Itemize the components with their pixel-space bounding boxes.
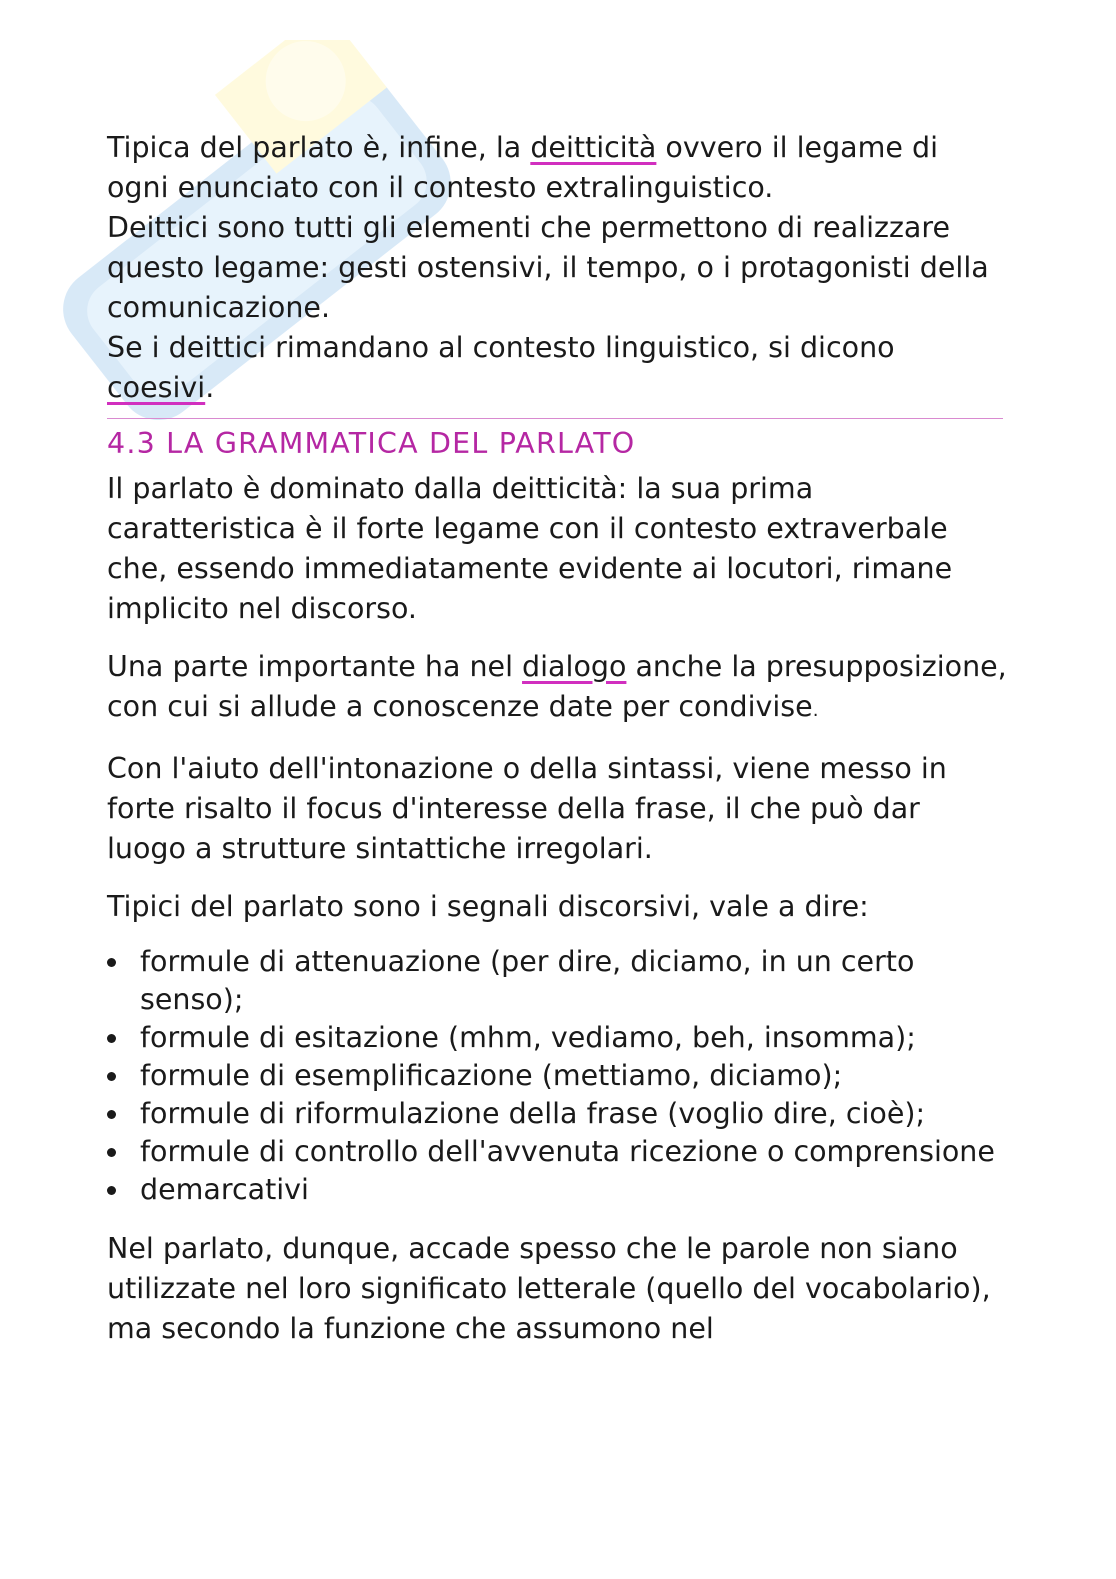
paragraph-dominato: Il parlato è dominato dalla deitticità: la sua prima caratteristica è il forte legame con il contesto extraverbale che, essendo immediatamente evidente ai locutori, rimane implicito nel discorso. bbox=[107, 472, 953, 625]
list-item: formule di riformulazione della frase (voglio dire, cioè); bbox=[107, 1095, 1007, 1133]
paragraph-deittici: Deittici sono tutti gli elementi che permettono di realizzare questo legame: gesti ostensivi, il tempo, o i protagonisti della comunicazione. bbox=[107, 211, 989, 324]
bullet-icon bbox=[107, 1148, 116, 1157]
paragraph-segnali: Tipici del parlato sono i segnali discorsivi, vale a dire: bbox=[107, 890, 869, 923]
bullet-icon bbox=[107, 958, 116, 967]
list-item: formule di esemplificazione (mettiamo, diciamo); bbox=[107, 1057, 1007, 1095]
section-divider bbox=[107, 418, 1003, 419]
paragraph-coesivi: Se i deittici rimandano al contesto linguistico, si dicono coesivi. bbox=[107, 331, 895, 404]
bullet-icon bbox=[107, 1110, 116, 1119]
dialogo-link[interactable]: dialogo bbox=[522, 650, 627, 683]
paragraph-intonazione: Con l'aiuto dell'intonazione o della sintassi, viene messo in forte risalto il focus d'interesse della frase, il che può dar luogo a strutture sintattiche irregolari. bbox=[107, 752, 947, 865]
deitticita-link[interactable]: deitticità bbox=[530, 131, 657, 164]
list-item: formule di controllo dell'avvenuta ricezione o comprensione bbox=[107, 1133, 1007, 1171]
coesivi-link[interactable]: coesivi bbox=[107, 371, 206, 404]
bullet-icon bbox=[107, 1186, 116, 1195]
section-heading: 4.3 LA GRAMMATICA DEL PARLATO bbox=[107, 427, 636, 460]
bullet-icon bbox=[107, 1072, 116, 1081]
list-item: formule di esitazione (mhm, vediamo, beh, insomma); bbox=[107, 1019, 1007, 1057]
paragraph-conclusione: Nel parlato, dunque, accade spesso che le parole non siano utilizzate nel loro significato letterale (quello del vocabolario), ma secondo la funzione che assumono nel bbox=[107, 1232, 991, 1345]
paragraph-presupposizione: Una parte importante ha nel dialogo anche la presupposizione, con cui si allude a conoscenze date per condivise. bbox=[107, 650, 1007, 723]
bullet-icon bbox=[107, 1034, 116, 1043]
list-item: demarcativi bbox=[107, 1171, 1007, 1209]
document-page bbox=[107, 128, 1007, 1349]
list-item: formule di attenuazione (per dire, diciamo, in un certo senso); bbox=[107, 943, 1007, 1019]
bullet-list bbox=[107, 943, 1007, 1209]
paragraph-deitticita: Tipica del parlato è, infine, la deitticità ovvero il legame di ogni enunciato con il contesto extralinguistico. bbox=[107, 131, 938, 204]
